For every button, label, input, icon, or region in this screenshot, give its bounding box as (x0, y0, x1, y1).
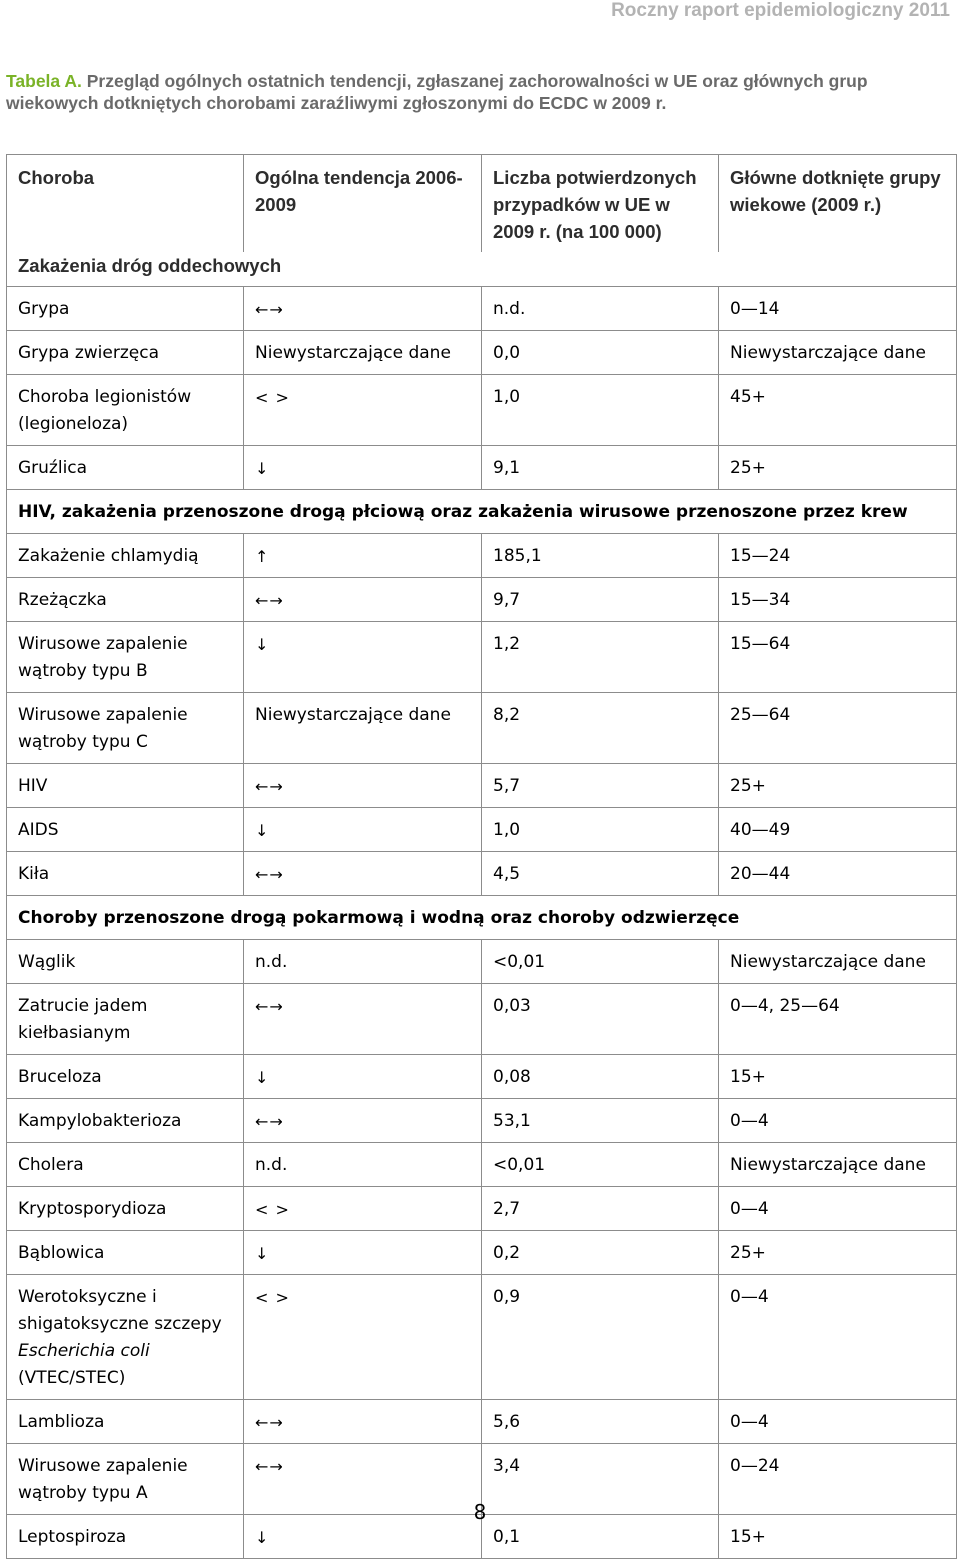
cell-age-group: 0—4 (719, 1400, 957, 1444)
cell-disease: Zakażenie chlamydią (7, 534, 244, 578)
header-trend: Ogólna tendencja 2006-2009 (244, 155, 482, 253)
header-age-groups: Główne dotknięte grupy wiekowe (2009 r.) (719, 155, 957, 253)
table-row (7, 764, 957, 808)
section-row (7, 490, 957, 534)
cell-age-group: 15+ (719, 1055, 957, 1099)
cell-disease: Wirusowe zapalenie wątroby typu A (7, 1444, 244, 1515)
header-cases: Liczba potwierdzonych przypadków w UE w 2009 r. (na 100 000) (482, 155, 719, 253)
cell-trend: Niewystarczające dane (244, 331, 482, 375)
cell-disease: Gruźlica (7, 446, 244, 490)
cell-disease: Rzeżączka (7, 578, 244, 622)
table-caption (6, 70, 951, 114)
cell-cases: <0,01 (482, 940, 719, 984)
cell-age-group: 0—4 (719, 1099, 957, 1143)
cell-trend: ←→ (244, 852, 482, 896)
cell-disease: Bruceloza (7, 1055, 244, 1099)
cell-cases: 0,08 (482, 1055, 719, 1099)
cell-age-group: 0—4, 25—64 (719, 984, 957, 1055)
cell-cases: 1,2 (482, 622, 719, 693)
cell-trend: ↓ (244, 1515, 482, 1559)
table-row (7, 331, 957, 375)
cell-cases: 1,0 (482, 375, 719, 446)
table-row (7, 534, 957, 578)
cell-trend: Niewystarczające dane (244, 693, 482, 764)
cell-age-group: 20—44 (719, 852, 957, 896)
table-row (7, 578, 957, 622)
table-row (7, 693, 957, 764)
cell-trend: ←→ (244, 1444, 482, 1515)
cell-age-group: 15—64 (719, 622, 957, 693)
disease-name-part: (VTEC/STEC) (18, 1368, 126, 1388)
cell-cases: 53,1 (482, 1099, 719, 1143)
cell-disease: Grypa zwierzęca (7, 331, 244, 375)
cell-cases: 2,7 (482, 1187, 719, 1231)
cell-trend: ←→ (244, 1400, 482, 1444)
caption-text: Przegląd ogólnych ostatnich tendencji, zgłaszanej zachorowalności w UE oraz głównych grup wiekowych dotkniętych chorobami zaraźliwymi zgłoszonymi do ECDC w 2009 r. (6, 71, 868, 113)
cell-disease: Wąglik (7, 940, 244, 984)
section-title: HIV, zakażenia przenoszone drogą płciową oraz zakażenia wirusowe przenoszone przez krew (7, 490, 957, 534)
table-row (7, 287, 957, 331)
cell-cases: 0,1 (482, 1515, 719, 1559)
cell-age-group: Niewystarczające dane (719, 1143, 957, 1187)
cell-trend: < > (244, 375, 482, 446)
table-row (7, 446, 957, 490)
cell-age-group: 0—4 (719, 1275, 957, 1400)
cell-disease: Wirusowe zapalenie wątroby typu C (7, 693, 244, 764)
page-number: 8 (473, 1500, 487, 1524)
cell-disease: Leptospiroza (7, 1515, 244, 1559)
cell-age-group: 15+ (719, 1515, 957, 1559)
cell-age-group: 0—14 (719, 287, 957, 331)
table-row (7, 1055, 957, 1099)
caption-label: Tabela A. (6, 71, 82, 91)
table-row (7, 1099, 957, 1143)
cell-cases: 9,1 (482, 446, 719, 490)
cell-disease: AIDS (7, 808, 244, 852)
cell-age-group: 25+ (719, 446, 957, 490)
epidemiology-table (6, 154, 957, 1559)
cell-age-group: 45+ (719, 375, 957, 446)
cell-cases: 3,4 (482, 1444, 719, 1515)
table-row (7, 1143, 957, 1187)
cell-cases: 0,03 (482, 984, 719, 1055)
cell-cases: 8,2 (482, 693, 719, 764)
cell-cases: 5,7 (482, 764, 719, 808)
cell-trend: ↓ (244, 446, 482, 490)
running-header: Roczny raport epidemiologiczny 2011 (611, 0, 950, 21)
cell-trend: n.d. (244, 940, 482, 984)
cell-disease (7, 1275, 244, 1400)
table-row (7, 1275, 957, 1400)
cell-disease: Kampylobakterioza (7, 1099, 244, 1143)
table-row (7, 622, 957, 693)
header-disease: Choroba (7, 155, 244, 253)
cell-trend: < > (244, 1275, 482, 1400)
cell-trend: ←→ (244, 1099, 482, 1143)
cell-age-group: 15—24 (719, 534, 957, 578)
cell-trend: ←→ (244, 578, 482, 622)
table-row (7, 984, 957, 1055)
section-row (7, 896, 957, 940)
table-row (7, 375, 957, 446)
cell-trend: ↓ (244, 1055, 482, 1099)
cell-trend: ←→ (244, 984, 482, 1055)
cell-trend: ←→ (244, 764, 482, 808)
cell-trend: < > (244, 1187, 482, 1231)
cell-cases: n.d. (482, 287, 719, 331)
table-row (7, 1400, 957, 1444)
cell-disease: Wirusowe zapalenie wątroby typu B (7, 622, 244, 693)
table-row (7, 1187, 957, 1231)
cell-age-group: 0—4 (719, 1187, 957, 1231)
disease-name-part: Escherichia coli (18, 1341, 150, 1361)
cell-age-group: 40—49 (719, 808, 957, 852)
cell-cases: 4,5 (482, 852, 719, 896)
cell-disease: HIV (7, 764, 244, 808)
cell-age-group: Niewystarczające dane (719, 940, 957, 984)
table-row (7, 940, 957, 984)
cell-cases: 0,2 (482, 1231, 719, 1275)
cell-cases: 0,9 (482, 1275, 719, 1400)
cell-disease: Grypa (7, 287, 244, 331)
table-header-row (7, 155, 957, 253)
cell-cases: 185,1 (482, 534, 719, 578)
cell-cases: <0,01 (482, 1143, 719, 1187)
cell-cases: 0,0 (482, 331, 719, 375)
table-row (7, 1231, 957, 1275)
section-title: Choroby przenoszone drogą pokarmową i wodną oraz choroby odzwierzęce (7, 896, 957, 940)
cell-age-group: 15—34 (719, 578, 957, 622)
cell-disease: Zatrucie jadem kiełbasianym (7, 984, 244, 1055)
cell-trend: ↓ (244, 808, 482, 852)
table-row (7, 808, 957, 852)
cell-age-group: 0—24 (719, 1444, 957, 1515)
cell-disease: Kryptosporydioza (7, 1187, 244, 1231)
cell-disease: Kiła (7, 852, 244, 896)
cell-disease: Choroba legionistów (legioneloza) (7, 375, 244, 446)
cell-trend: ←→ (244, 287, 482, 331)
cell-disease: Bąblowica (7, 1231, 244, 1275)
cell-trend: ↓ (244, 622, 482, 693)
cell-trend: n.d. (244, 1143, 482, 1187)
cell-age-group: 25—64 (719, 693, 957, 764)
section-row (7, 252, 957, 287)
cell-trend: ↓ (244, 1231, 482, 1275)
cell-age-group: 25+ (719, 764, 957, 808)
disease-name-part: Werotoksyczne i shigatoksyczne szczepy (18, 1287, 222, 1334)
cell-cases: 1,0 (482, 808, 719, 852)
cell-age-group: Niewystarczające dane (719, 331, 957, 375)
cell-cases: 5,6 (482, 1400, 719, 1444)
cell-cases: 9,7 (482, 578, 719, 622)
section-title: Zakażenia dróg oddechowych (7, 252, 957, 287)
cell-disease: Cholera (7, 1143, 244, 1187)
cell-age-group: 25+ (719, 1231, 957, 1275)
cell-disease: Lamblioza (7, 1400, 244, 1444)
cell-trend: ↑ (244, 534, 482, 578)
table-row (7, 852, 957, 896)
